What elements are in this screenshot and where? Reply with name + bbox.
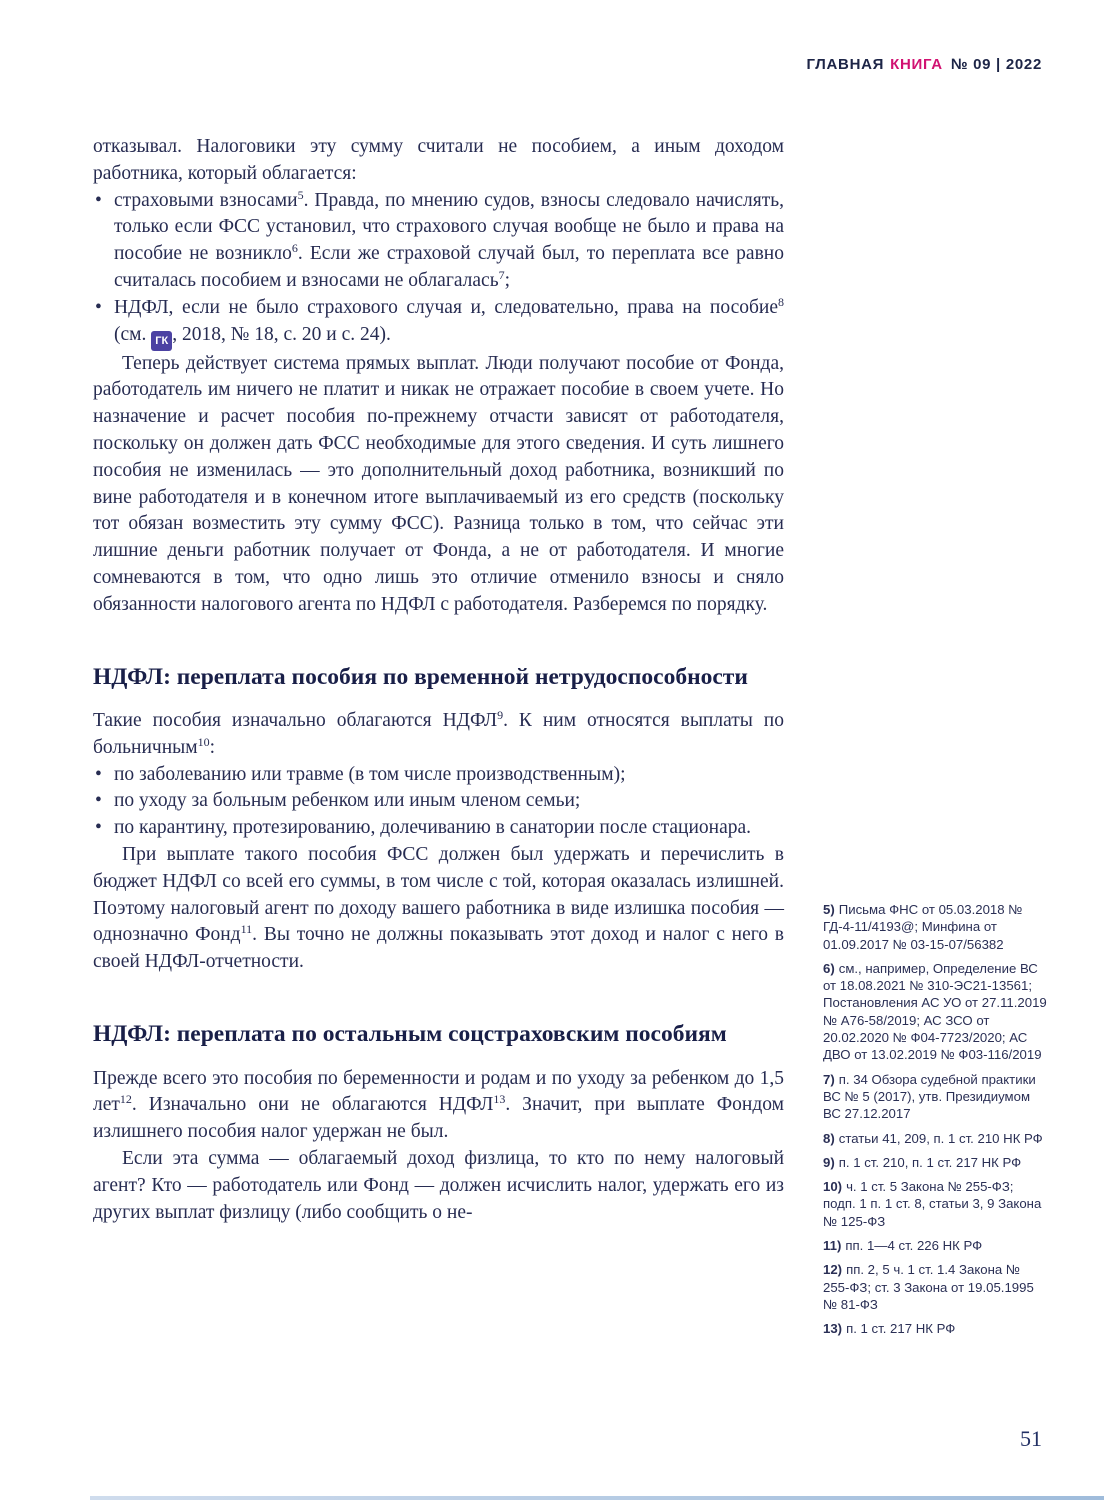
bullet-text: страховыми взносами$^5$. Правда, по мнению судов, взносы следовало начислять, только если ФСС установил, что страхового случая вообще не было и права на пособие не возникло$^6$. Если же страховой случай был, то переплата все равно считалась пособием и взносами не облагалась$^7$; — [114, 187, 784, 291]
bullet-text: по уходу за больным ребенком или иным членом семьи; — [114, 790, 581, 812]
footnote-7 — [823, 1071, 1048, 1123]
para-sick-intro: Такие пособия изначально облагаются НДФЛ$^9$. К ним относятся выплаты по больничным$^{10}$: — [93, 708, 784, 758]
article-body — [93, 134, 784, 1226]
bullet-item-ndfl — [93, 295, 784, 351]
footnote-13 — [823, 1320, 1048, 1337]
footnote-text: статьи 41, 209, п. 1 ст. 210 НК РФ — [838, 1130, 1043, 1146]
footnote-text: пп. 1—4 ст. 226 НК РФ — [845, 1238, 983, 1254]
footnote-number: 6) — [823, 960, 835, 976]
section-heading-other-benefits: НДФЛ: переплата по остальным соцстраховским пособиям — [93, 1021, 727, 1048]
bullet-item-insurance-contributions — [93, 188, 784, 295]
bullet-text: по карантину, протезированию, долечиванию в санатории после стационара. — [114, 817, 752, 839]
footnote-5 — [823, 901, 1048, 953]
footnote-6 — [823, 960, 1048, 1064]
footnote-number: 13) — [823, 1321, 843, 1337]
footnote-number: 9) — [823, 1154, 835, 1170]
gk-magazine-icon: ГК — [151, 331, 172, 351]
footnote-ref: 11 — [240, 922, 253, 937]
page-number: 51 — [1020, 1426, 1042, 1451]
tax-bullet-list — [93, 188, 784, 351]
footnote-number: 8) — [823, 1130, 835, 1146]
bullet-marker: • — [95, 189, 102, 211]
footnote-text: п. 34 Обзора судебной практики ВС № 5 (2017), утв. Президиумом ВС 27.12.2017 — [823, 1071, 1036, 1122]
brand-kniga: КНИГА — [890, 56, 943, 73]
bullet-marker: • — [95, 296, 102, 318]
footnote-ref: 5 — [297, 187, 304, 202]
footnote-ref: 7 — [498, 267, 505, 282]
footnote-ref: 9 — [497, 708, 504, 723]
para-intro: отказывал. Налоговики эту сумму считали не пособием, а иным доходом работника, который облагается: — [93, 136, 784, 184]
footnote-ref: 13 — [493, 1092, 506, 1107]
bullet-text: по заболеванию или травме (в том числе производственным); — [114, 763, 626, 785]
footnote-text: см., например, Определение ВС от 18.08.2021 № 310-ЭС21-13561; Постановления АС УО от 27.11.2019 № А76-58/2019; АС ЗСО от 20.02.2020 № Ф04-7723/2020; АС ДВО от 13.02.2019 № Ф03-116/2019 — [823, 960, 1047, 1063]
bullet-item-child-care — [93, 788, 784, 815]
para-maternity: Прежде всего это пособия по беременности и родам и по уходу за ребенком до 1,5 лет$^{12}$. Изначально они не облагаются НДФЛ$^{13}$. Значит, при выплате Фондом излишнего пособия налог удержан не был. — [93, 1067, 784, 1143]
footnote-ref: 10 — [197, 734, 210, 749]
footnote-text: п. 1 ст. 217 НК РФ — [846, 1321, 956, 1337]
footnote-ref: 6 — [291, 241, 298, 256]
footnote-9 — [823, 1154, 1048, 1171]
brand-glavnaya: ГЛАВНАЯ — [806, 56, 885, 73]
footnote-text: Письма ФНС от 05.03.2018 № ГД-4-11/4193@; Минфина от 01.09.2017 № 03-15-07/56382 — [823, 902, 1023, 952]
bullet-text: НДФЛ, если не было страхового случая и, следовательно, права на пособие$^8$ (см. ГК , 2018, № 18, с. 20 и с. 24). — [114, 297, 784, 345]
bullet-item-quarantine — [93, 815, 784, 842]
footnote-11 — [823, 1237, 1048, 1254]
running-head — [806, 56, 1042, 73]
bullet-marker: • — [95, 790, 102, 812]
bullet-marker: • — [95, 763, 102, 785]
footnote-10 — [823, 1178, 1048, 1230]
bullet-marker: • — [95, 817, 102, 839]
footnote-ref: 8 — [778, 294, 784, 309]
footnote-ref: 12 — [119, 1092, 132, 1107]
footnote-8 — [823, 1130, 1048, 1147]
para-fss-withhold: При выплате такого пособия ФСС должен был удержать и перечислить в бюджет НДФЛ со всей его суммы, в том числе с той, которая оказалась излишней. Поэтому налоговый агент по доходу вашего работника в виде излишка пособия — однозначно Фонд$^{11}$. Вы точно не должны показывать этот доход и налог с него в своей НДФЛ-отчетности. — [93, 844, 784, 973]
footnote-text: п. 1 ст. 210, п. 1 ст. 217 НК РФ — [838, 1154, 1022, 1170]
footnotes-sidebar — [823, 901, 1048, 1345]
issue-number: № 09 | 2022 — [950, 56, 1042, 73]
footnote-number: 12) — [823, 1262, 843, 1278]
footnote-text: ч. 1 ст. 5 Закона № 255-ФЗ; подп. 1 п. 1 ст. 8, статьи 3, 9 Закона № 125-ФЗ — [823, 1179, 1042, 1229]
footnote-number: 7) — [823, 1071, 835, 1087]
footnote-text: пп. 2, 5 ч. 1 ст. 1.4 Закона № 255-ФЗ; ст. 3 Закона от 19.05.1995 № 81-ФЗ — [823, 1262, 1034, 1312]
para-direct-payments: Теперь действует система прямых выплат. Люди получают пособие от Фонда, работодатель им ничего не платит и никак не отражает пособие в своем учете. Но назначение и расчет пособия по-прежнему отчасти зависят от работодателя, поскольку он должен дать ФСС необходимые для этого сведения. И суть лишнего пособия не изменилась — это дополнительный доход работника, возникший по вине работодателя и в конечном итоге выплачиваемый из его средств (поскольку тот обязан возместить эту сумму ФСС). Разница только в том, что сейчас эти лишние деньги работник получает от Фонда, а не от работодателя. И многие сомневаются в том, что одно лишь это отличие отменило взносы и сняло обязанности налогового агента по НДФЛ с работодателя. Разберемся по порядку. — [93, 352, 784, 615]
section-heading-temp-disability: НДФЛ: переплата пособия по временной нетрудоспособности — [93, 663, 748, 690]
sick-bullet-list — [93, 762, 784, 842]
footnote-number: 10) — [823, 1179, 843, 1195]
footnote-12 — [823, 1261, 1048, 1313]
para-tax-agent-question: Если эта сумма — облагаемый доход физлица, то кто по нему налоговый агент? Кто — работодатель или Фонд — должен исчислить налог, удержать его из других выплат физлицу (либо сообщить о не- — [93, 1147, 784, 1223]
page-bottom-edge-line — [90, 1496, 1104, 1500]
footnote-number: 11) — [823, 1238, 842, 1254]
bullet-item-illness — [93, 762, 784, 789]
footnote-number: 5) — [823, 902, 835, 917]
